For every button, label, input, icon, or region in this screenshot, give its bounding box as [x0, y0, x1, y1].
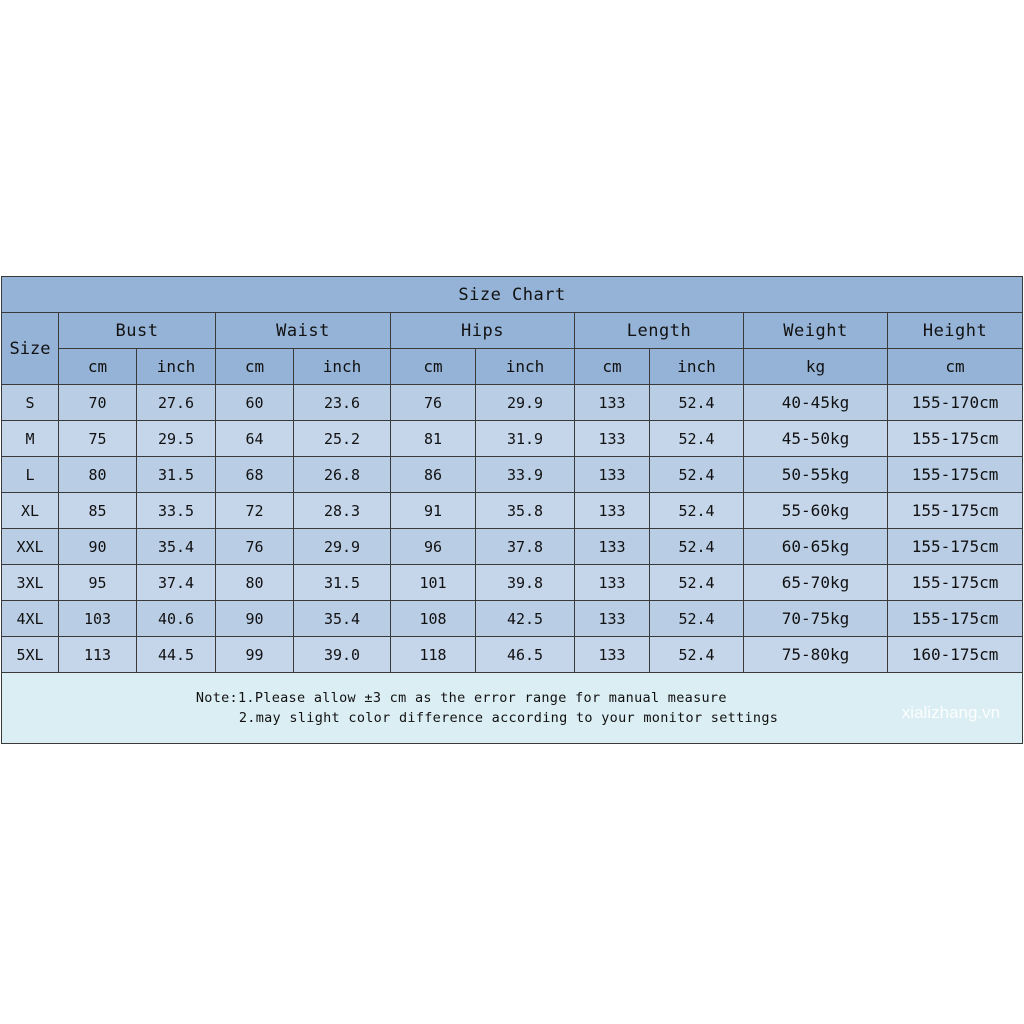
table-row	[2, 385, 1023, 421]
size-cell: S	[2, 385, 59, 421]
table-row	[2, 529, 1023, 565]
size-cell: 5XL	[2, 637, 59, 673]
table-cell: 86	[391, 457, 476, 493]
table-cell: 28.3	[294, 493, 391, 529]
table-cell: 33.9	[476, 457, 575, 493]
unit-header: inch	[650, 349, 744, 385]
table-cell: 155-175cm	[888, 601, 1023, 637]
size-cell: XL	[2, 493, 59, 529]
table-cell: 29.9	[476, 385, 575, 421]
table-row	[2, 601, 1023, 637]
table-cell: 60-65kg	[744, 529, 888, 565]
group-header: Waist	[216, 313, 391, 349]
table-cell: 133	[575, 529, 650, 565]
table-cell: 37.4	[137, 565, 216, 601]
size-cell: M	[2, 421, 59, 457]
table-cell: 35.4	[137, 529, 216, 565]
table-row	[2, 421, 1023, 457]
group-header: Bust	[59, 313, 216, 349]
table-cell: 155-170cm	[888, 385, 1023, 421]
table-cell: 29.5	[137, 421, 216, 457]
table-cell: 155-175cm	[888, 493, 1023, 529]
unit-header: cm	[575, 349, 650, 385]
table-cell: 55-60kg	[744, 493, 888, 529]
table-cell: 95	[59, 565, 137, 601]
table-cell: 91	[391, 493, 476, 529]
table-cell: 103	[59, 601, 137, 637]
table-cell: 25.2	[294, 421, 391, 457]
table-cell: 23.6	[294, 385, 391, 421]
table-cell: 99	[216, 637, 294, 673]
table-cell: 90	[59, 529, 137, 565]
note-line-2: 2.may slight color difference according to your monitor settings	[238, 710, 779, 726]
table-cell: 133	[575, 421, 650, 457]
table-cell: 133	[575, 637, 650, 673]
table-cell: 76	[391, 385, 476, 421]
chart-title: Size Chart	[2, 277, 1023, 313]
table-cell: 80	[216, 565, 294, 601]
unit-header: kg	[744, 349, 888, 385]
unit-header: inch	[294, 349, 391, 385]
table-cell: 52.4	[650, 601, 744, 637]
table-cell: 52.4	[650, 637, 744, 673]
table-cell: 160-175cm	[888, 637, 1023, 673]
table-cell: 35.8	[476, 493, 575, 529]
size-cell: XXL	[2, 529, 59, 565]
table-cell: 70-75kg	[744, 601, 888, 637]
table-cell: 75-80kg	[744, 637, 888, 673]
table-cell: 39.0	[294, 637, 391, 673]
table-cell: 44.5	[137, 637, 216, 673]
table-cell: 72	[216, 493, 294, 529]
table-cell: 31.5	[294, 565, 391, 601]
table-cell: 42.5	[476, 601, 575, 637]
watermark: xializhang.vn	[901, 703, 1001, 722]
table-cell: 155-175cm	[888, 421, 1023, 457]
unit-header: cm	[216, 349, 294, 385]
table-cell: 40.6	[137, 601, 216, 637]
table-row	[2, 493, 1023, 529]
table-cell: 101	[391, 565, 476, 601]
table-cell: 155-175cm	[888, 565, 1023, 601]
table-cell: 80	[59, 457, 137, 493]
table-cell: 52.4	[650, 493, 744, 529]
size-cell: 4XL	[2, 601, 59, 637]
table-cell: 52.4	[650, 385, 744, 421]
table-row	[2, 457, 1023, 493]
table-cell: 70	[59, 385, 137, 421]
table-cell: 155-175cm	[888, 457, 1023, 493]
note-panel	[2, 673, 1023, 744]
table-cell: 108	[391, 601, 476, 637]
table-cell: 81	[391, 421, 476, 457]
table-cell: 76	[216, 529, 294, 565]
table-cell: 35.4	[294, 601, 391, 637]
table-cell: 52.4	[650, 457, 744, 493]
size-column-header: Size	[2, 313, 59, 385]
size-chart-table	[1, 276, 1023, 744]
table-cell: 75	[59, 421, 137, 457]
table-cell: 113	[59, 637, 137, 673]
unit-header: cm	[59, 349, 137, 385]
table-cell: 133	[575, 601, 650, 637]
table-cell: 52.4	[650, 529, 744, 565]
size-cell: L	[2, 457, 59, 493]
table-cell: 133	[575, 493, 650, 529]
table-row	[2, 565, 1023, 601]
table-cell: 39.8	[476, 565, 575, 601]
unit-header: inch	[137, 349, 216, 385]
table-cell: 133	[575, 565, 650, 601]
group-header: Weight	[744, 313, 888, 349]
table-cell: 29.9	[294, 529, 391, 565]
table-cell: 96	[391, 529, 476, 565]
table-cell: 60	[216, 385, 294, 421]
table-cell: 133	[575, 385, 650, 421]
table-cell: 64	[216, 421, 294, 457]
table-cell: 27.6	[137, 385, 216, 421]
table-cell: 52.4	[650, 421, 744, 457]
table-cell: 90	[216, 601, 294, 637]
note-line-1: Note:1.Please allow ±3 cm as the error range for manual measure	[195, 690, 727, 706]
table-cell: 37.8	[476, 529, 575, 565]
table-cell: 68	[216, 457, 294, 493]
table-cell: 45-50kg	[744, 421, 888, 457]
table-row	[2, 637, 1023, 673]
unit-header: cm	[391, 349, 476, 385]
table-cell: 40-45kg	[744, 385, 888, 421]
unit-header: inch	[476, 349, 575, 385]
size-cell: 3XL	[2, 565, 59, 601]
table-cell: 118	[391, 637, 476, 673]
unit-header: cm	[888, 349, 1023, 385]
group-header: Length	[575, 313, 744, 349]
table-cell: 31.9	[476, 421, 575, 457]
table-cell: 50-55kg	[744, 457, 888, 493]
table-cell: 46.5	[476, 637, 575, 673]
table-cell: 33.5	[137, 493, 216, 529]
table-cell: 31.5	[137, 457, 216, 493]
table-cell: 65-70kg	[744, 565, 888, 601]
group-header: Hips	[391, 313, 575, 349]
table-cell: 133	[575, 457, 650, 493]
table-cell: 85	[59, 493, 137, 529]
table-cell: 52.4	[650, 565, 744, 601]
table-cell: 155-175cm	[888, 529, 1023, 565]
table-cell: 26.8	[294, 457, 391, 493]
group-header: Height	[888, 313, 1023, 349]
